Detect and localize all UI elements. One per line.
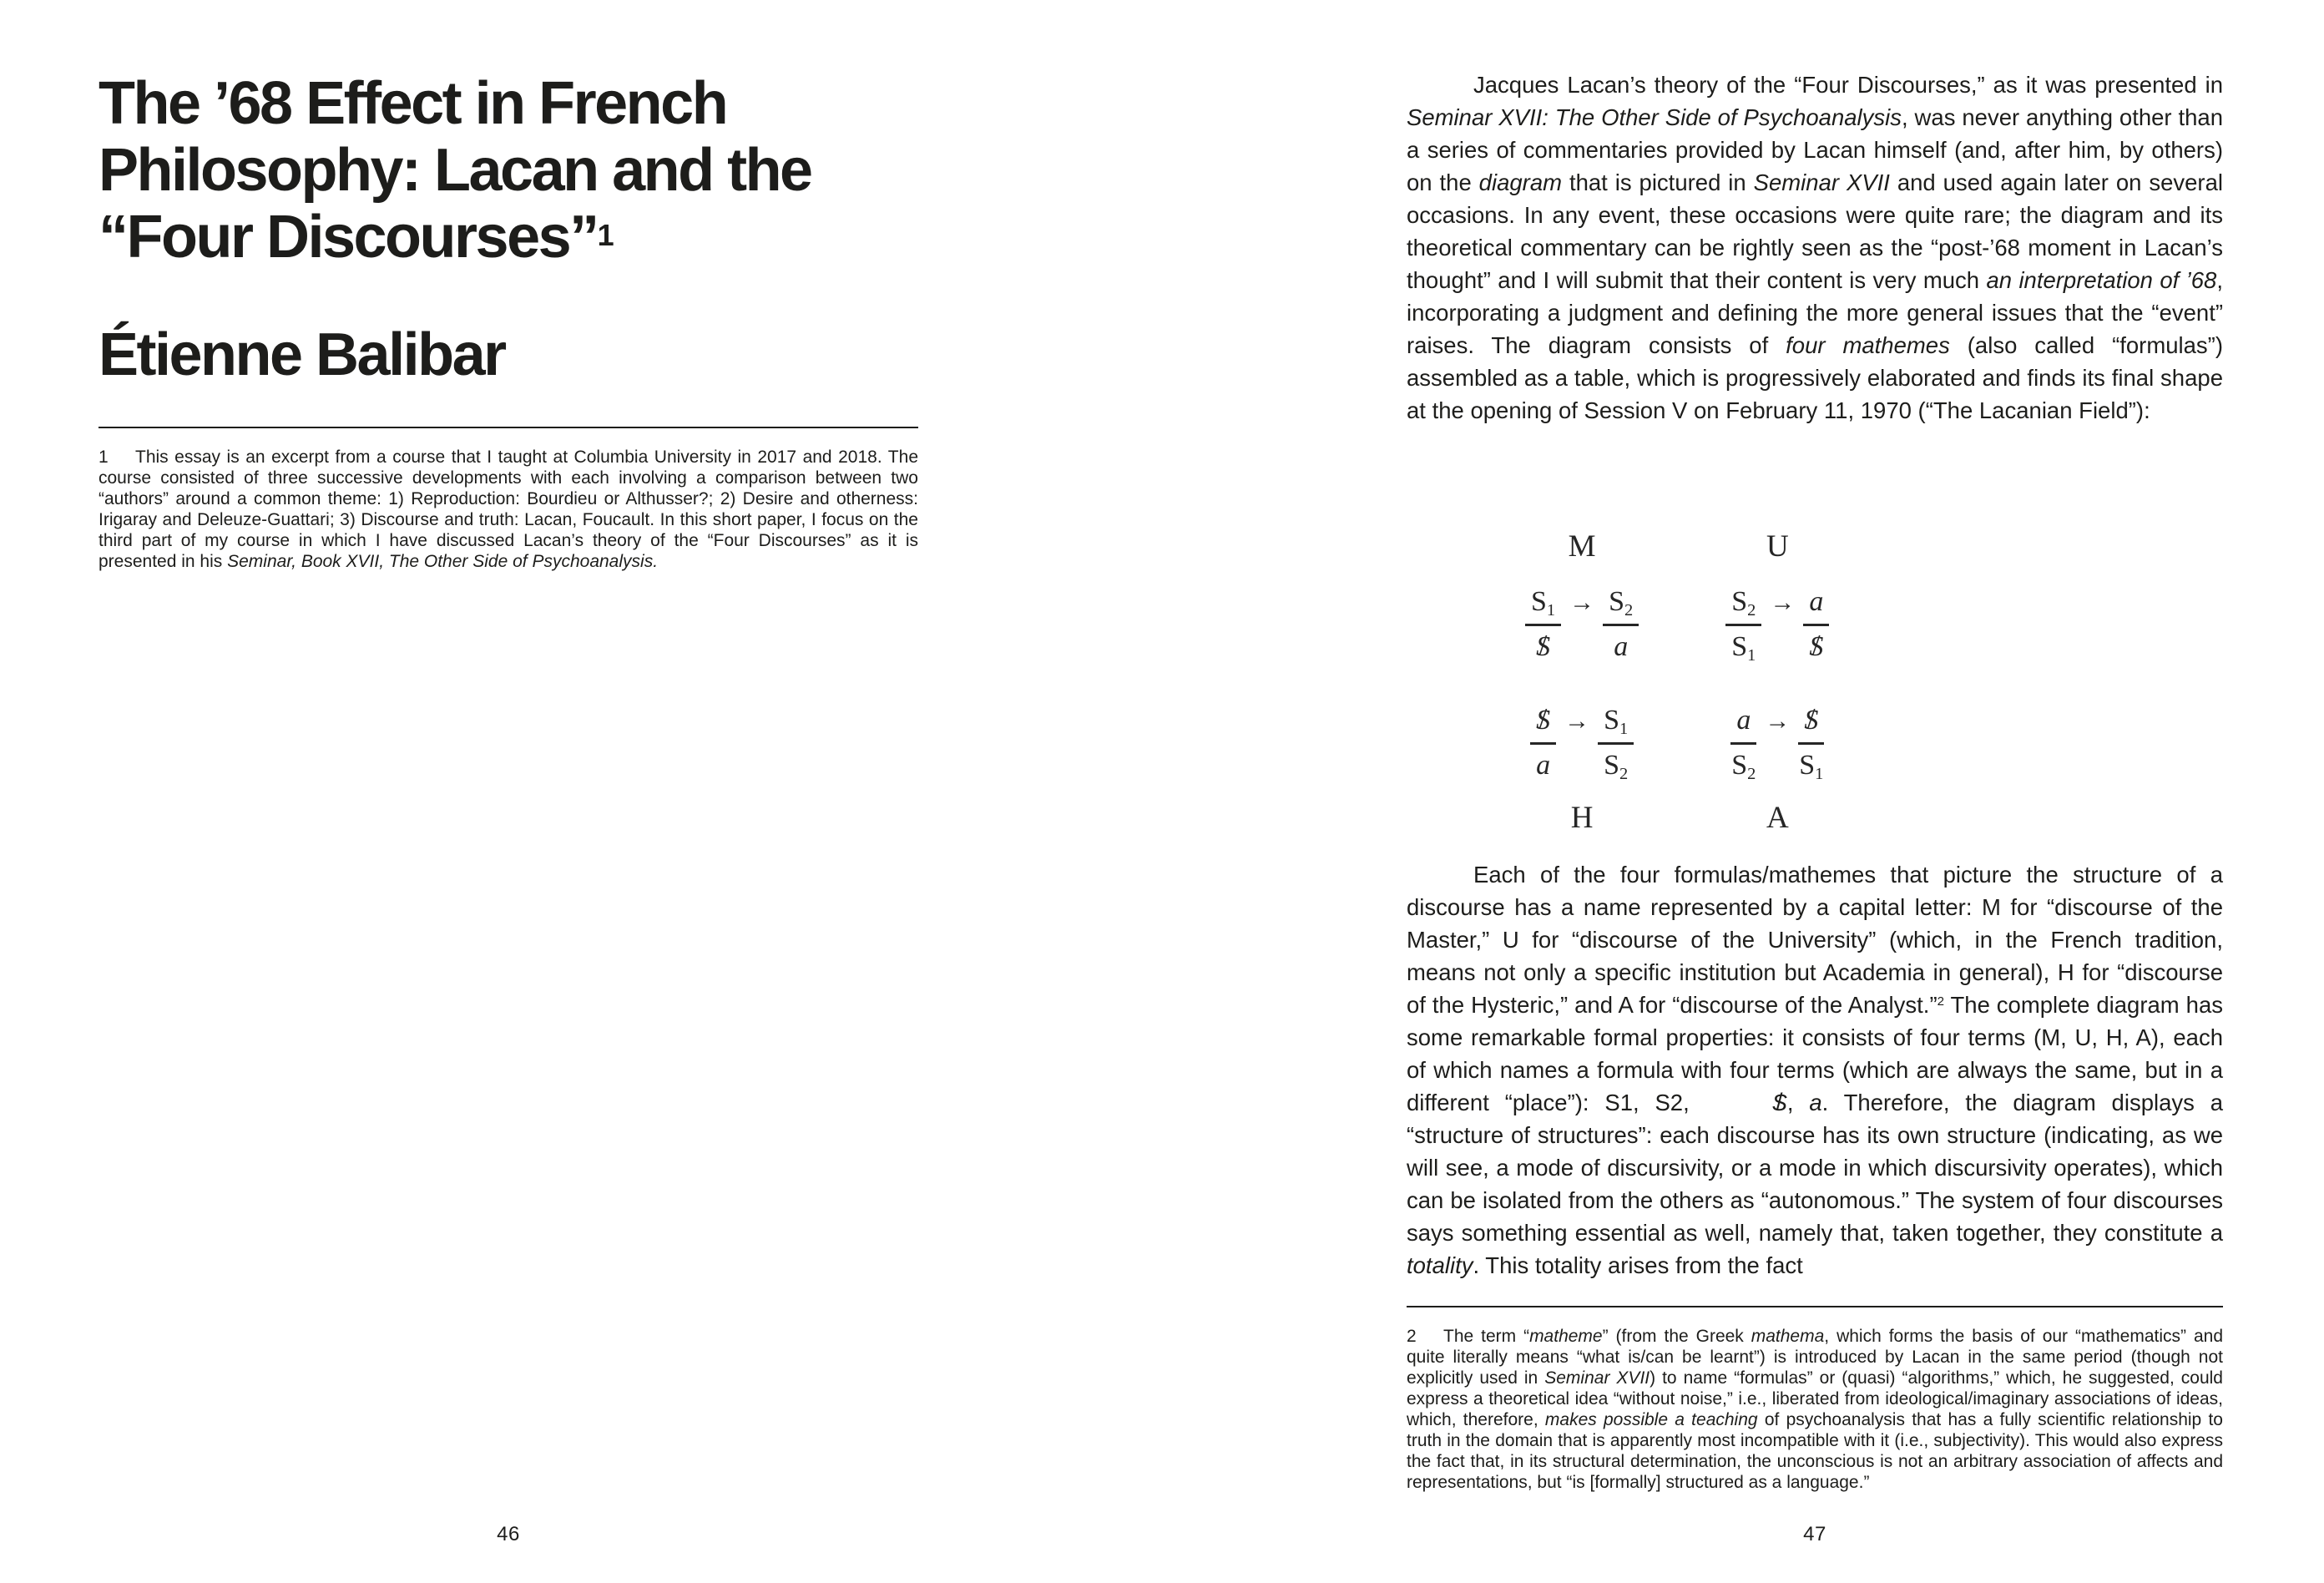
discourse-label-M: M	[1568, 529, 1596, 564]
matheme-H	[1530, 704, 1634, 782]
term-S1: $S_1$	[1731, 631, 1756, 665]
fraction-left	[1725, 585, 1761, 664]
fraction-left	[1530, 704, 1556, 782]
page-right	[1162, 0, 2324, 1583]
discourse-label-H: H	[1570, 801, 1594, 835]
fraction-denominator	[1725, 626, 1761, 664]
fraction-denominator	[1530, 745, 1556, 782]
fraction-numerator	[1725, 585, 1761, 626]
term-a: a	[1736, 705, 1751, 736]
term-Sbar: S /	[1809, 631, 1823, 662]
title-line-1: The ’68 Effect in French	[99, 70, 727, 137]
author-name: Étienne Balibar	[99, 321, 505, 388]
discourse-label-U: U	[1766, 529, 1789, 564]
four-discourses-diagram	[1525, 531, 1829, 833]
term-S2: $S_2$	[1604, 750, 1629, 783]
fraction-right	[1598, 704, 1634, 782]
fraction-denominator	[1803, 626, 1829, 664]
term-S2: $S_2$	[1609, 586, 1634, 620]
fraction-numerator	[1530, 704, 1556, 745]
term-S1: $S_1$	[1531, 586, 1556, 620]
fraction-denominator	[1730, 745, 1756, 782]
page-number-left: 46	[497, 1523, 520, 1545]
fraction-numerator	[1598, 704, 1634, 745]
page-number-right: 47	[1803, 1523, 1826, 1545]
fraction-right	[1803, 585, 1829, 664]
fraction-left	[1525, 585, 1561, 664]
title-line-3: “Four Discourses”$^1$	[99, 204, 614, 271]
term-S1: $S_1$	[1604, 705, 1629, 738]
right-arrow-icon: →	[1770, 589, 1796, 616]
fraction-denominator	[1525, 626, 1561, 664]
term-Sbar: S /	[1804, 705, 1818, 736]
fraction-numerator	[1798, 704, 1824, 745]
term-a: a	[1614, 631, 1629, 662]
footnote-rule-left	[99, 427, 918, 428]
fraction-numerator	[1603, 585, 1639, 626]
term-a: a	[1536, 750, 1551, 781]
matheme-U	[1725, 585, 1829, 664]
footnote-1-text: This essay is an excerpt from a course that I taught at Columbia University in 2017 and 2018. The course consisted of three successive developments with each involving a comparison between two “authors” around a common theme: 1) Reproduction: Bourdieu or Althusser?; 2) Desire and otherness: Irigaray and Deleuze-Guattari; 3) Discourse and truth: Lacan, Foucault. In this short paper, I focus on the third part of my course in which I have discussed Lacan’s theory of the “Four Discourses” as it is presented in his Seminar, Book XVII, The Other Side of Psychoanalysis.	[99, 448, 918, 571]
article-title	[99, 70, 975, 271]
term-S2: $S_2$	[1731, 586, 1756, 620]
term-S1: $S_1$	[1799, 750, 1824, 783]
body-paragraph-1: Jacques Lacan’s theory of the “Four Discourses,” as it was presented in Seminar XVII: The Other Side of Psychoanalysis, was never anything other than a series of commentaries provided by Lacan himself (and, after him, by others) on the diagram that is pictured in Seminar XVII and used again later on several occasions. In any event, these occasions were quite rare; the diagram and its theoretical commentary can be rightly seen as the “post-’68 moment in Lacan’s thought” and I will submit that their content is very much an interpretation of ’68, incorporating a judgment and defining the more general issues that the “event” raises. The diagram consists of four mathemes (also called “formulas”) assembled as a table, which is progressively elaborated and finds its final shape at the opening of Session V on February 11, 1970 (“The Lacanian Field”):	[1407, 72, 2223, 423]
title-line-2: Philosophy: Lacan and the	[99, 137, 811, 204]
footnote-2	[1407, 1326, 2223, 1493]
footnote-1	[99, 447, 918, 572]
footnote-2-marker: 2	[1407, 1327, 1417, 1346]
fraction-left	[1730, 704, 1756, 782]
right-arrow-icon: →	[1765, 707, 1791, 735]
fraction-right	[1798, 704, 1824, 782]
term-a: a	[1809, 586, 1824, 617]
fraction-numerator	[1803, 585, 1829, 626]
term-Sbar: S /	[1536, 631, 1550, 662]
term-Sbar: S /	[1536, 705, 1550, 736]
fraction-numerator	[1525, 585, 1561, 626]
body-paragraph-2: Each of the four formulas/mathemes that picture the structure of a discourse has a name represented by a capital letter: M for “discourse of the Master,” U for “discourse of the University” (which, in the French tradition, means not only a specific institution but Academia in general), H for “discourse of the Hysteric,” and A for “discourse of the Analyst.”$^2$ The complete diagram has some remarkable formal properties: it consists of four terms (M, U, H, A), each of which names a formula with four terms (which are always the same, but in a different “place”): S1, S2, S /, a. Therefore, the diagram displays a “structure of structures”: each discourse has its own structure (indicating, as we will see, a mode of discursivity, or a mode in which discursivity operates), which can be isolated from the others as “autonomous.” The system of four discourses says something essential as well, namely that, taken together, they constitute a totality. This totality arises from the fact	[1407, 858, 2223, 1282]
fraction-numerator	[1730, 704, 1756, 745]
fraction-right	[1603, 585, 1639, 664]
discourse-label-A: A	[1766, 801, 1789, 835]
fraction-denominator	[1603, 626, 1639, 664]
right-arrow-icon: →	[1564, 707, 1590, 735]
right-arrow-icon: →	[1569, 589, 1595, 616]
term-S2: $S_2$	[1731, 750, 1756, 783]
footnote-rule-right	[1407, 1306, 2223, 1307]
matheme-A	[1730, 704, 1824, 782]
footnote-2-text: The term “matheme” (from the Greek mathema, which forms the basis of our “mathematics” and quite literally means “what is/can be learnt”) is introduced by Lacan in the same period (though not explicitly used in Seminar XVII) to name “formulas” or (quasi) “algorithms,” which, he suggested, could express a theoretical idea “without noise,” i.e., liberated from ideological/imaginary associations of ideas, which, therefore, makes possible a teaching of psychoanalysis that has a fully scientific relationship to truth in the domain that is apparently most incompatible with it (i.e., subjectivity). This would also express the fact that, in its structural determination, the unconscious is not an arbitrary association of affects and representations, but “is [formally] structured as a language.”	[1407, 1327, 2223, 1492]
footnote-1-marker: 1	[99, 448, 109, 467]
fraction-denominator	[1798, 745, 1824, 782]
fraction-denominator	[1598, 745, 1634, 782]
matheme-M	[1525, 585, 1639, 664]
